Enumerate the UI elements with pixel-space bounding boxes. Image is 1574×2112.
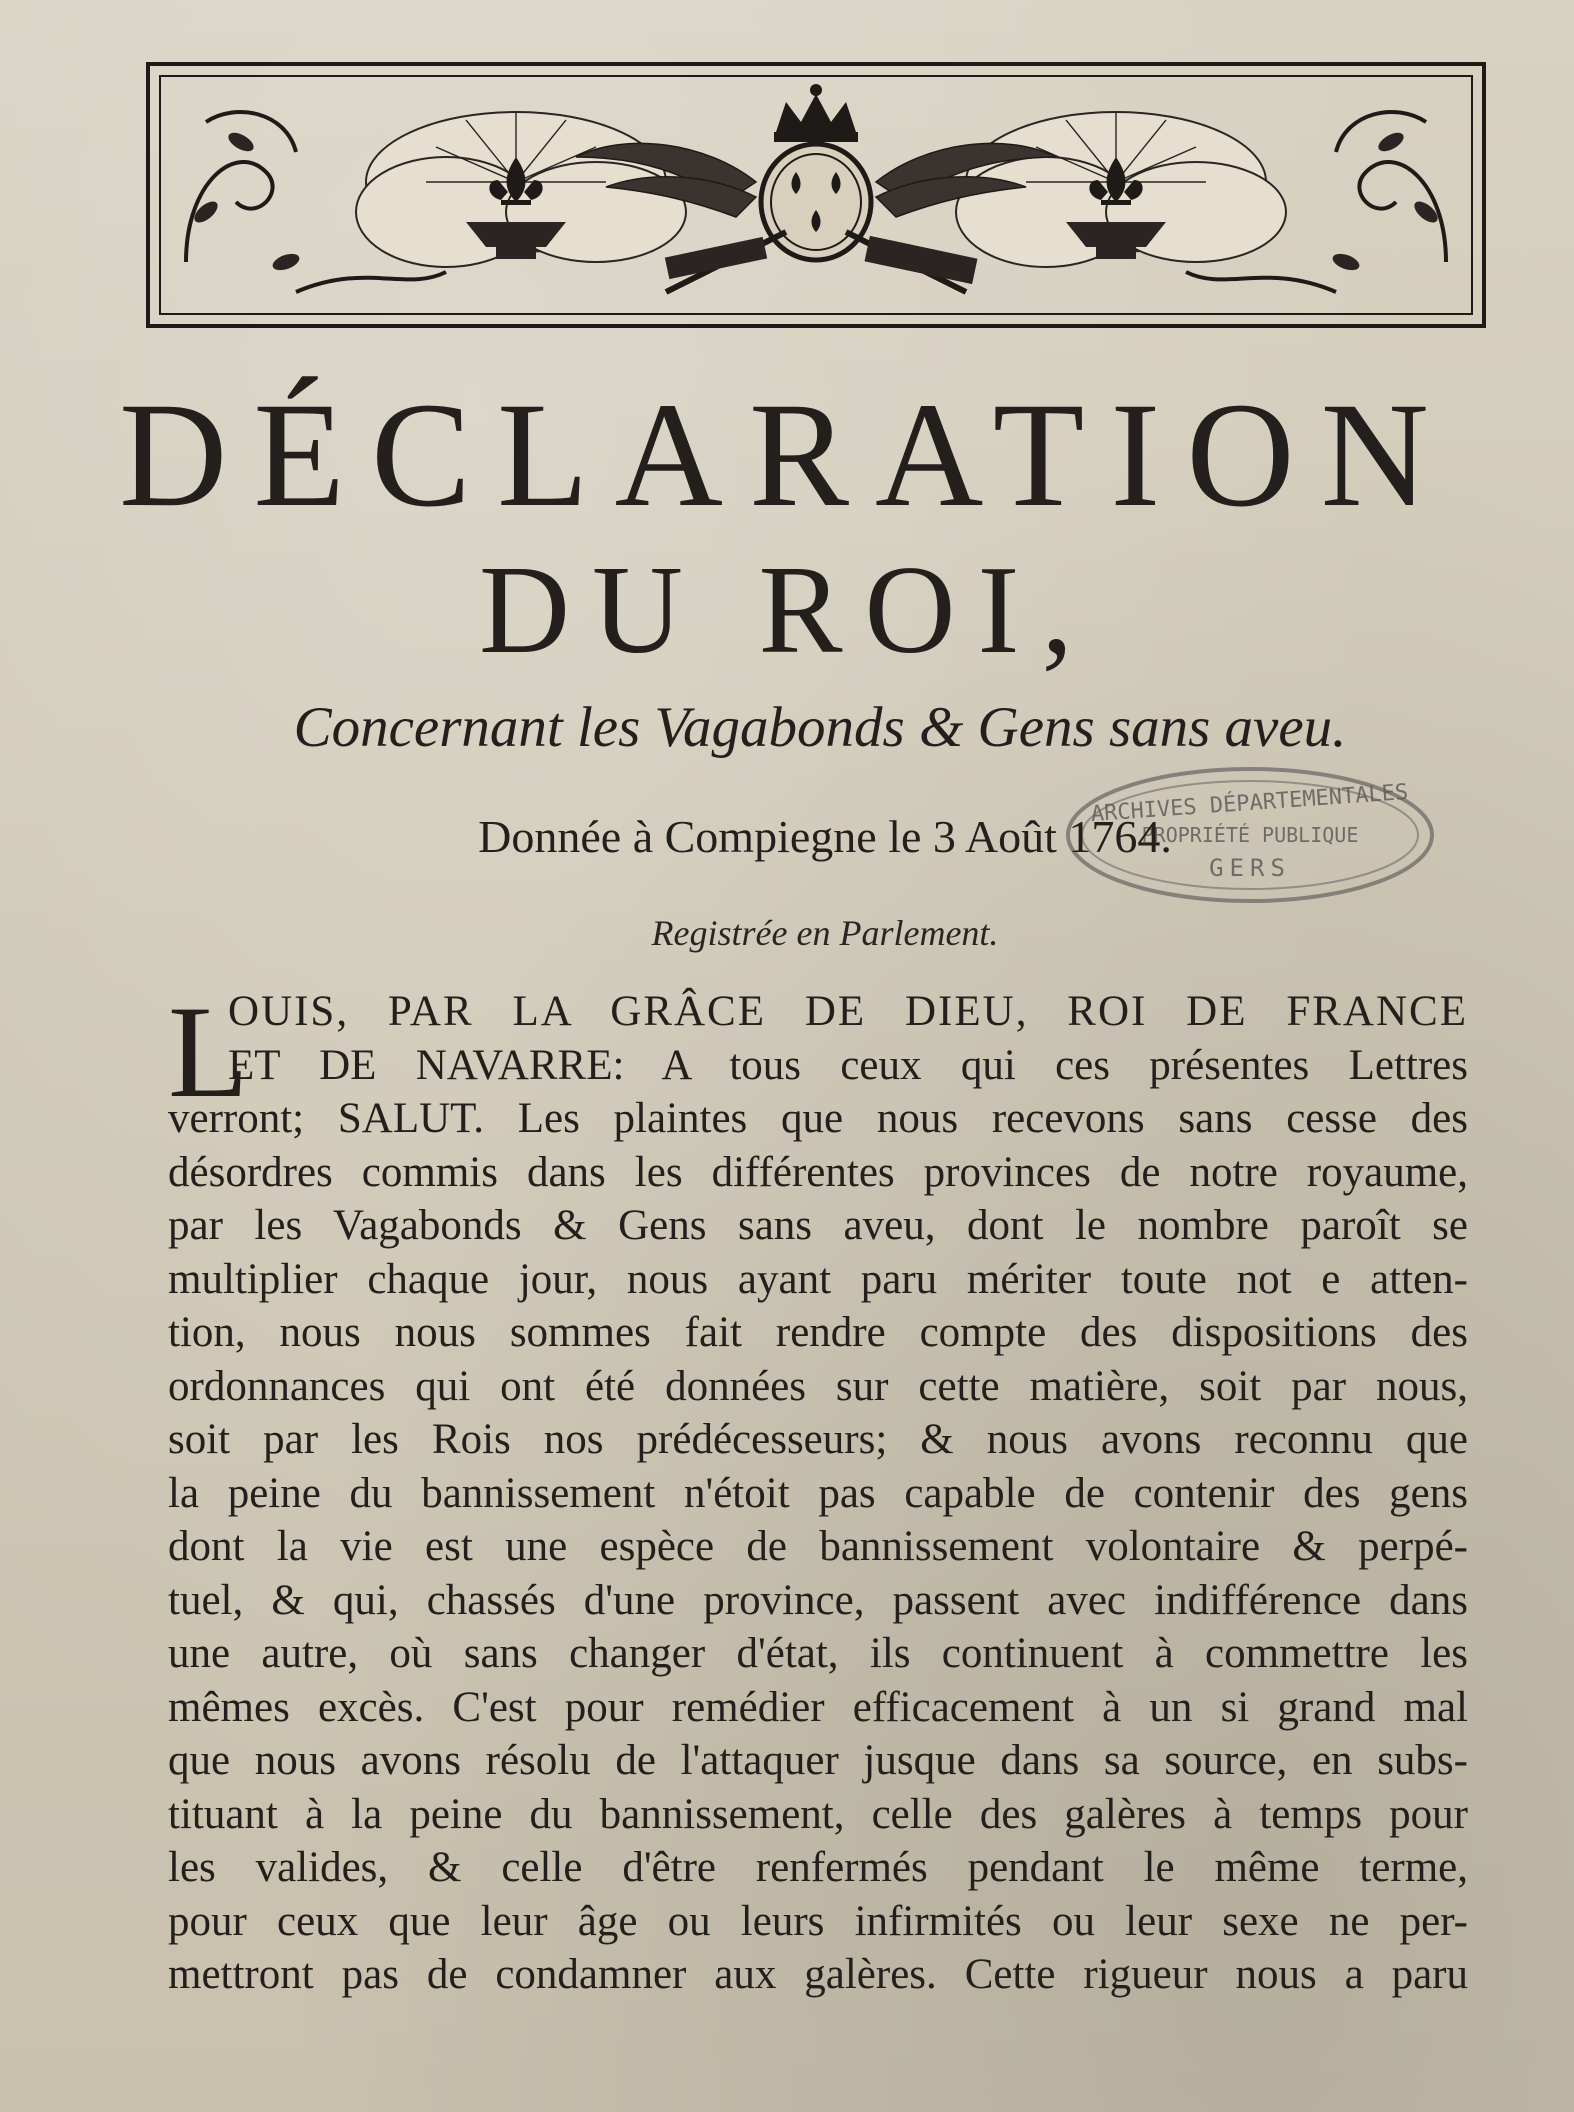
body-line: multiplier chaque jour, nous ayant paru mériter toute not e atten- (168, 1255, 1468, 1303)
body-line: par les Vagabonds & Gens sans aveu, dont le nombre paroît se (168, 1202, 1468, 1249)
date-given-line: Donnée à Compiegne le 3 Août 1764. (478, 811, 1172, 862)
body-line: la peine du bannissement n'étoit pas capable de contenir des gens (168, 1469, 1468, 1517)
stamp-line-2: PROPRIÉTÉ PUBLIQUE (1141, 823, 1359, 847)
body-line: une autre, où sans changer d'état, ils continuent à commettre les (168, 1630, 1468, 1677)
registered-line: Registrée en Parlement. (651, 913, 999, 953)
title-declaration: DÉCLARATION (119, 372, 1455, 538)
body-line: mettront pas de condamner aux galères. Cette rigueur nous a paru (168, 1951, 1468, 1998)
body-line: désordres commis dans les différentes provinces de notre royaume, (168, 1148, 1468, 1196)
declaration-body (168, 978, 1468, 2002)
dropcap-letter: L (168, 978, 249, 1125)
royal-headpiece-ornament (146, 62, 1486, 328)
stamp-line-1: ARCHIVES DÉPARTEMENTALES (1090, 779, 1409, 828)
body-line: OUIS, PAR LA GRÂCE DE DIEU, ROI DE FRANCE (228, 988, 1468, 1035)
body-line: tion, nous nous sommes fait rendre compte des dispositions des (168, 1309, 1468, 1356)
body-line: verront; SALUT. Les plaintes que nous recevons sans cesse des (168, 1095, 1468, 1142)
body-line: que nous avons résolu de l'attaquer jusque dans sa source, en subs- (168, 1737, 1468, 1784)
body-line: soit par les Rois nos prédécesseurs; & nous avons reconnu que (168, 1416, 1468, 1463)
subtitle: Concernant les Vagabonds & Gens sans aveu. (293, 696, 1347, 759)
body-line: tituant à la peine du bannissement, celle des galères à temps pour (168, 1790, 1468, 1838)
body-line: mêmes excès. C'est pour remédier efficacement à un si grand mal (168, 1683, 1468, 1731)
body-line: tuel, & qui, chassés d'une province, passent avec indifférence dans (168, 1576, 1468, 1624)
stamp-line-3: GERS (1209, 854, 1291, 882)
body-line: ordonnances qui ont été données sur cette matière, soit par nous, (168, 1362, 1468, 1410)
body-line: les valides, & celle d'être renfermés pendant le même terme, (168, 1844, 1468, 1891)
body-line: dont la vie est une espèce de bannissement volontaire & perpé- (168, 1523, 1468, 1570)
title-du-roi: DU ROI, (479, 541, 1095, 680)
body-line: pour ceux que leur âge ou leurs infirmités ou leur sexe ne per- (168, 1897, 1468, 1945)
body-line: ET DE NAVARRE: A tous ceux qui ces présentes Lettres (228, 1041, 1468, 1089)
